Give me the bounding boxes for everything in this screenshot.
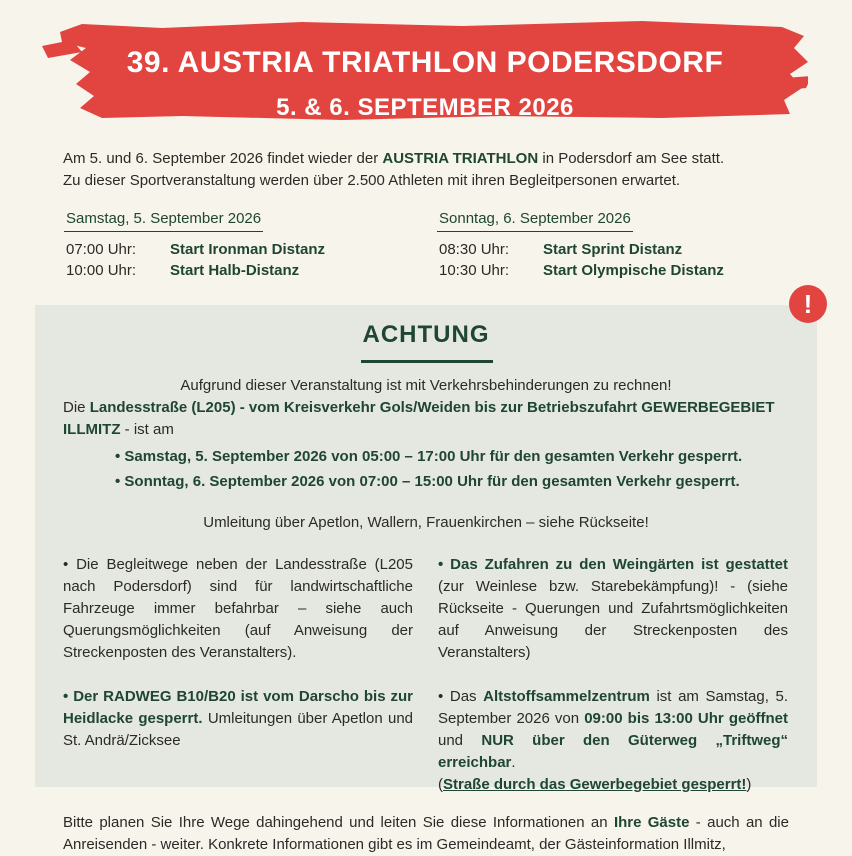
intro-text — [63, 148, 803, 192]
vineyard-access-detail: (zur Weinlese bzw. Starebekämpfung)! - (siehe Rückseite - Querungen und Zufahrtsmöglichkeiten auf Anweisung der Streckenposten des Veranstalters) — [438, 578, 788, 661]
intro-text-part: in Podersdorf am See statt. — [538, 150, 725, 167]
title-underline — [361, 360, 493, 363]
vineyard-access-highlight: • Das Zufahren zu den Weingärten ist gestattet — [438, 556, 788, 573]
closure-road: Landesstraße (L205) - vom Kreisverkehr Gols/Weiden bis zur Betriebszufahrt GEWERBEGEBIET ILLMITZ — [63, 399, 775, 438]
schedule-event: Start Olympische Distanz — [543, 262, 724, 279]
banner-title: 39. AUSTRIA TRIATHLON PODERSDORF — [126, 46, 724, 79]
schedule-event: Start Ironman Distanz — [170, 241, 326, 258]
recycling-access-road: NUR über den Güterweg „Triftweg“ erreichbar — [438, 732, 788, 771]
recycling-text-part: • Das — [438, 688, 484, 705]
schedule-event: Start Sprint Distanz — [543, 241, 683, 258]
companion-paths-info: • Die Begleitwege neben der Landesstraße (L205 nach Podersdorf) sind für landwirtschaftliche Fahrzeuge immer befahrbar – siehe auch Querungsmöglichkeiten (auf Anweisung der Streckenposten des Veranstalters). — [63, 556, 413, 661]
notice-title: ACHTUNG — [362, 321, 490, 348]
footer-highlight: Ihre Gäste — [613, 814, 690, 831]
intro-line-1 — [63, 148, 803, 170]
bike-path-detour: Umleitungen über Apetlon und St. Andrä/Zicksee — [63, 710, 413, 749]
footer-text-part: - auch an die Anreisenden - weiter. Konkrete Informationen gibt es im Gemeindeamt, der Gästeinformation Illmitz, — [63, 814, 789, 853]
title-banner — [42, 18, 808, 122]
closure-sunday: • Sonntag, 6. September 2026 von 07:00 – 15:00 Uhr für den gesamten Verkehr gesperrt. — [115, 473, 740, 490]
saturday-schedule — [64, 210, 263, 232]
recycling-hours: 09:00 bis 13:00 Uhr geöffnet — [584, 710, 788, 727]
schedule-time: 10:30 Uhr: — [439, 262, 510, 279]
footer-text — [63, 812, 789, 856]
schedule-row — [439, 262, 724, 279]
schedule-row — [439, 241, 682, 258]
sunday-schedule — [437, 210, 633, 232]
schedule-time: 10:00 Uhr: — [66, 262, 137, 279]
saturday-heading: Samstag, 5. September 2026 — [64, 210, 263, 232]
paren: ( — [438, 776, 443, 793]
bike-path-closure: • Der RADWEG B10/B20 ist vom Darscho bis zur Heidlacke gesperrt. — [63, 688, 413, 727]
schedule-time: 07:00 Uhr: — [66, 241, 137, 258]
intro-text-part: Am 5. und 6. September 2026 findet wieder der — [63, 150, 383, 167]
recycling-center-info — [438, 686, 788, 774]
business-park-note — [438, 774, 788, 796]
intro-line-2: Zu dieser Sportveranstaltung werden über 2.500 Athleten mit ihren Begleitpersonen erwartet. — [63, 172, 681, 189]
schedule-row — [66, 241, 325, 258]
sunday-heading: Sonntag, 6. September 2026 — [437, 210, 633, 232]
notice-left-column — [63, 554, 413, 752]
vineyard-access-info — [438, 554, 788, 664]
recycling-center-name: Altstoffsammelzentrum — [483, 688, 650, 705]
recycling-text-part: ist am Samstag, 5. September 2026 von — [438, 688, 788, 727]
schedule-row — [66, 262, 299, 279]
road-closure-text — [63, 397, 793, 441]
recycling-text-part: . — [511, 754, 516, 771]
footer-text-part: Bitte planen Sie Ihre Wege dahingehend und leiten Sie diese Informationen an — [63, 814, 614, 831]
paren: ) — [746, 776, 752, 793]
business-park-closure: Straße durch das Gewerbegebiet gesperrt! — [443, 776, 747, 793]
exclamation-icon: ! — [789, 285, 827, 323]
banner-subtitle: 5. & 6. SEPTEMBER 2026 — [276, 94, 574, 121]
detour-text: Umleitung über Apetlon, Wallern, Frauenkirchen – siehe Rückseite! — [203, 514, 649, 531]
schedule-time: 08:30 Uhr: — [439, 241, 510, 258]
closure-saturday: • Samstag, 5. September 2026 von 05:00 – 17:00 Uhr für den gesamten Verkehr gesperrt. — [115, 448, 743, 465]
closure-text-part: Die — [63, 399, 90, 416]
traffic-warning: Aufgrund dieser Veranstaltung ist mit Verkehrsbehinderungen zu rechnen! — [180, 377, 672, 394]
schedule-event: Start Halb-Distanz — [170, 262, 300, 279]
closure-text-part: - ist am — [120, 421, 174, 438]
recycling-text-part: und — [438, 732, 482, 749]
notice-right-column — [438, 554, 788, 796]
notice-panel — [35, 305, 817, 793]
bike-path-info — [63, 686, 413, 752]
event-name: AUSTRIA TRIATHLON — [382, 150, 539, 167]
